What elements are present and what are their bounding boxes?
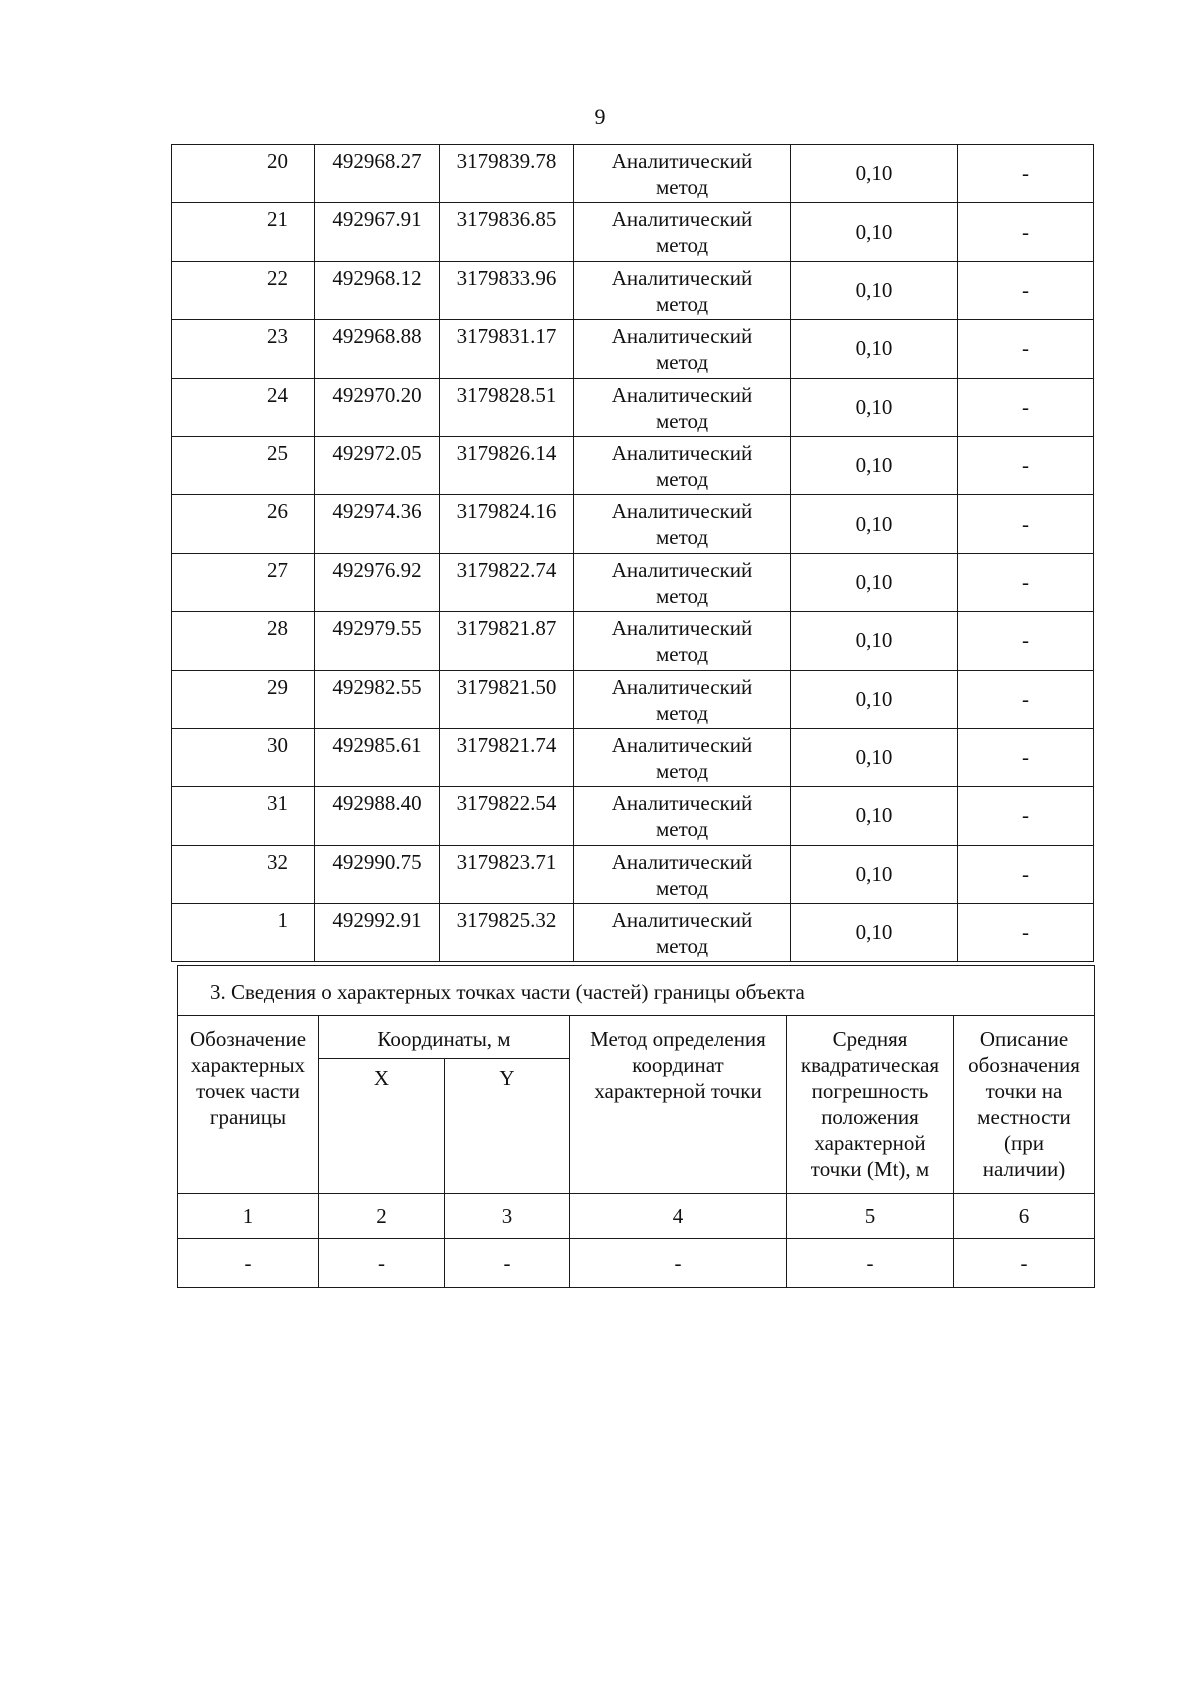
- method-line1: Аналитический: [611, 616, 753, 641]
- point-number: 31: [172, 787, 315, 845]
- description: -: [958, 845, 1094, 903]
- table-row: [172, 612, 1094, 670]
- point-number: 26: [172, 495, 315, 553]
- table-row: [172, 553, 1094, 611]
- accuracy: 0,10: [791, 261, 958, 319]
- method-cell: [574, 203, 791, 261]
- method-cell: [574, 904, 791, 962]
- section3-header-row: [178, 1016, 1095, 1059]
- method-line2: метод: [655, 817, 709, 842]
- description: -: [958, 904, 1094, 962]
- section3-title: 3. Сведения о характерных точках части (частей) границы объекта: [178, 966, 1095, 1016]
- method-line2: метод: [655, 525, 709, 550]
- table-row: [172, 145, 1094, 203]
- coord-y: 3179824.16: [440, 495, 574, 553]
- point-number: 23: [172, 320, 315, 378]
- description: -: [958, 728, 1094, 786]
- method-line1: Аналитический: [611, 849, 753, 874]
- coord-x: 492967.91: [315, 203, 440, 261]
- coord-x: 492979.55: [315, 612, 440, 670]
- coord-x: 492968.27: [315, 145, 440, 203]
- coord-x: 492974.36: [315, 495, 440, 553]
- coord-x: 492970.20: [315, 378, 440, 436]
- method-cell: [574, 728, 791, 786]
- header-description: [954, 1016, 1095, 1194]
- accuracy: 0,10: [791, 378, 958, 436]
- method-line2: метод: [655, 291, 709, 316]
- description: -: [958, 145, 1094, 203]
- method-line1: Аналитический: [611, 382, 753, 407]
- method-line2: метод: [655, 583, 709, 608]
- method-cell: [574, 495, 791, 553]
- header-line: местности: [977, 1105, 1071, 1129]
- point-number: 20: [172, 145, 315, 203]
- header-line: (при: [1004, 1131, 1044, 1155]
- method-cell: [574, 553, 791, 611]
- accuracy: 0,10: [791, 787, 958, 845]
- table-row: [172, 378, 1094, 436]
- coord-y: 3179828.51: [440, 378, 574, 436]
- accuracy: 0,10: [791, 670, 958, 728]
- header-line: точки (Mt), м: [810, 1157, 930, 1181]
- point-number: 21: [172, 203, 315, 261]
- header-line: обозначения: [968, 1053, 1080, 1077]
- header-coordinates: Координаты, м: [319, 1016, 570, 1059]
- method-line1: Аналитический: [611, 908, 753, 933]
- method-cell: [574, 261, 791, 319]
- coordinates-table: [171, 144, 1094, 962]
- header-line: наличии): [982, 1157, 1066, 1181]
- coord-y: 3179839.78: [440, 145, 574, 203]
- column-number: 2: [319, 1194, 445, 1239]
- table-row: [172, 203, 1094, 261]
- coord-x: 492968.12: [315, 261, 440, 319]
- header-line: координат: [632, 1053, 724, 1077]
- description: -: [958, 320, 1094, 378]
- section3-title-row: [178, 966, 1095, 1016]
- point-number: 27: [172, 553, 315, 611]
- header-line: погрешность: [811, 1079, 929, 1103]
- header-line: Метод определения: [590, 1027, 766, 1051]
- method-line2: метод: [655, 758, 709, 783]
- coord-y: 3179836.85: [440, 203, 574, 261]
- empty-cell: -: [787, 1239, 954, 1288]
- point-number: 25: [172, 436, 315, 494]
- header-line: квадратическая: [800, 1053, 940, 1077]
- method-line1: Аналитический: [611, 149, 753, 173]
- method-cell: [574, 845, 791, 903]
- description: -: [958, 436, 1094, 494]
- accuracy: 0,10: [791, 436, 958, 494]
- method-line1: Аналитический: [611, 207, 753, 232]
- method-cell: [574, 612, 791, 670]
- point-number: 28: [172, 612, 315, 670]
- description: -: [958, 203, 1094, 261]
- method-line2: метод: [655, 350, 709, 375]
- table-row: [172, 728, 1094, 786]
- accuracy: 0,10: [791, 845, 958, 903]
- coord-y: 3179822.74: [440, 553, 574, 611]
- page-number: 9: [594, 104, 606, 129]
- header-line: Описание: [979, 1027, 1069, 1051]
- coord-y: 3179821.50: [440, 670, 574, 728]
- coord-x: 492988.40: [315, 787, 440, 845]
- header-method: [570, 1016, 787, 1194]
- description: -: [958, 787, 1094, 845]
- method-line1: Аналитический: [611, 324, 753, 349]
- accuracy: 0,10: [791, 612, 958, 670]
- empty-cell: -: [570, 1239, 787, 1288]
- point-number: 32: [172, 845, 315, 903]
- method-line1: Аналитический: [611, 791, 753, 816]
- header-line: точки на: [985, 1079, 1063, 1103]
- method-line2: метод: [655, 466, 709, 491]
- empty-cell: -: [954, 1239, 1095, 1288]
- header-line: положения: [821, 1105, 919, 1129]
- header-x: X: [319, 1059, 445, 1194]
- point-number: 1: [172, 904, 315, 962]
- empty-cell: -: [445, 1239, 570, 1288]
- method-line2: метод: [655, 700, 709, 725]
- coord-x: 492976.92: [315, 553, 440, 611]
- description: -: [958, 495, 1094, 553]
- accuracy: 0,10: [791, 495, 958, 553]
- column-number: 3: [445, 1194, 570, 1239]
- method-line1: Аналитический: [611, 440, 753, 465]
- description: -: [958, 612, 1094, 670]
- method-cell: [574, 436, 791, 494]
- coord-y: 3179823.71: [440, 845, 574, 903]
- header-line: характерных: [190, 1053, 306, 1077]
- coordinates-table-body: [172, 145, 1094, 962]
- table-row: [172, 261, 1094, 319]
- table-row: [172, 845, 1094, 903]
- coord-y: 3179825.32: [440, 904, 574, 962]
- accuracy: 0,10: [791, 904, 958, 962]
- table-row: [172, 670, 1094, 728]
- header-y: Y: [445, 1059, 570, 1194]
- point-number: 30: [172, 728, 315, 786]
- coord-y: 3179821.74: [440, 728, 574, 786]
- method-line2: метод: [655, 934, 709, 959]
- header-line: характерной: [814, 1131, 926, 1155]
- header-accuracy: [787, 1016, 954, 1194]
- column-numbers-row: [178, 1194, 1095, 1239]
- header-line: границы: [209, 1105, 287, 1129]
- description: -: [958, 261, 1094, 319]
- point-number: 29: [172, 670, 315, 728]
- coord-x: 492968.88: [315, 320, 440, 378]
- coord-x: 492992.91: [315, 904, 440, 962]
- table-row: [172, 904, 1094, 962]
- header-designation: [178, 1016, 319, 1194]
- coord-x: 492985.61: [315, 728, 440, 786]
- column-number: 1: [178, 1194, 319, 1239]
- header-line: характерной точки: [594, 1079, 762, 1103]
- method-cell: [574, 145, 791, 203]
- accuracy: 0,10: [791, 553, 958, 611]
- method-cell: [574, 378, 791, 436]
- column-number: 4: [570, 1194, 787, 1239]
- header-line: точек части: [196, 1079, 300, 1103]
- method-cell: [574, 670, 791, 728]
- method-line1: Аналитический: [611, 499, 753, 524]
- description: -: [958, 378, 1094, 436]
- method-line1: Аналитический: [611, 732, 753, 757]
- description: -: [958, 670, 1094, 728]
- method-line2: метод: [655, 233, 709, 258]
- accuracy: 0,10: [791, 203, 958, 261]
- column-number: 6: [954, 1194, 1095, 1239]
- description: -: [958, 553, 1094, 611]
- empty-cell: -: [178, 1239, 319, 1288]
- column-number: 5: [787, 1194, 954, 1239]
- table-row: [172, 495, 1094, 553]
- coord-x: 492990.75: [315, 845, 440, 903]
- section3-table: [177, 965, 1095, 1288]
- coord-x: 492972.05: [315, 436, 440, 494]
- point-number: 24: [172, 378, 315, 436]
- accuracy: 0,10: [791, 320, 958, 378]
- coord-y: 3179826.14: [440, 436, 574, 494]
- accuracy: 0,10: [791, 145, 958, 203]
- method-cell: [574, 320, 791, 378]
- coord-y: 3179831.17: [440, 320, 574, 378]
- empty-cell: -: [319, 1239, 445, 1288]
- header-line: Обозначение: [189, 1027, 307, 1051]
- method-line2: метод: [655, 875, 709, 900]
- accuracy: 0,10: [791, 728, 958, 786]
- method-line2: метод: [655, 408, 709, 433]
- empty-data-row: [178, 1239, 1095, 1288]
- point-number: 22: [172, 261, 315, 319]
- method-line1: Аналитический: [611, 674, 753, 699]
- method-line1: Аналитический: [611, 557, 753, 582]
- method-cell: [574, 787, 791, 845]
- coord-x: 492982.55: [315, 670, 440, 728]
- coord-y: 3179822.54: [440, 787, 574, 845]
- method-line1: Аналитический: [611, 265, 753, 290]
- coord-y: 3179833.96: [440, 261, 574, 319]
- header-line: Средняя: [832, 1027, 908, 1051]
- coord-y: 3179821.87: [440, 612, 574, 670]
- method-line2: метод: [655, 175, 709, 199]
- table-row: [172, 787, 1094, 845]
- method-line2: метод: [655, 642, 709, 667]
- table-row: [172, 320, 1094, 378]
- table-row: [172, 436, 1094, 494]
